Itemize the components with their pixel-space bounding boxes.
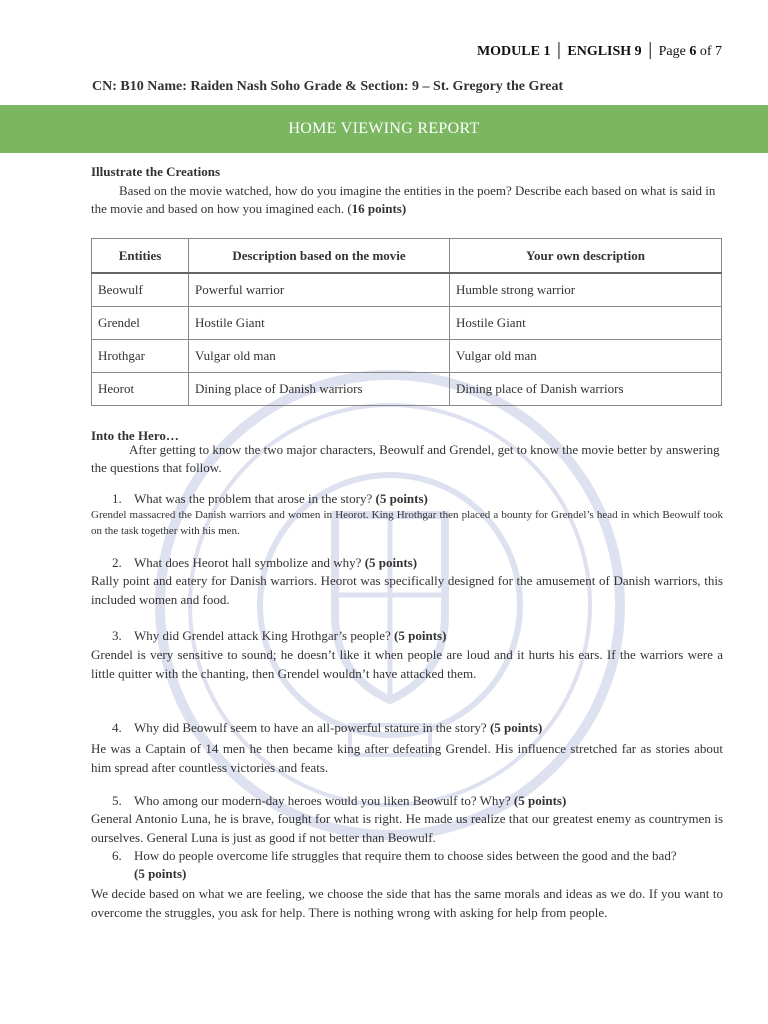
answer-6: We decide based on what we are feeling, we choose the side that has the same morals and ideas as we do. If you want to overcome the struggles, you ask for help. There is nothing wrong with asking for help from people.	[91, 886, 723, 920]
question-points: (5 points)	[513, 793, 567, 808]
page-header	[477, 44, 722, 60]
answer-3: Grendel is very sensitive to sound; he doesn’t like it when people are loud and it hurts his ears. If the warriors were a little quitter with the chanting, then Grendel wouldn’t have attacked them.	[91, 647, 723, 681]
answer-4: He was a Captain of 14 men he then became king after defeating Grendel. His influence stretched far as stories about him spread after countless victories and feats.	[91, 741, 723, 775]
table-cell: Powerful warrior	[189, 273, 450, 307]
question-points: (5 points)	[489, 720, 543, 735]
header-separator: │	[553, 44, 564, 59]
table-row	[92, 307, 722, 340]
table-header: Your own description	[450, 239, 722, 274]
answer-2: Rally point and eatery for Danish warriors. Heorot was specifically designed for the amusement of Danish warriors, this included women and food.	[91, 573, 723, 607]
student-info: CN: B10 Name: Raiden Nash Soho Grade & Section: 9 – St. Gregory the Great	[92, 79, 564, 94]
table-cell: Beowulf	[92, 273, 189, 307]
page-number: 6	[689, 44, 697, 59]
question-2	[112, 555, 417, 571]
question-points: (5 points)	[394, 628, 447, 643]
question-points: (5 points)	[375, 491, 428, 506]
header-separator: │	[645, 44, 656, 59]
table-row	[92, 373, 722, 406]
module-label: MODULE 1	[476, 44, 551, 59]
question-number: 6.	[112, 848, 122, 863]
banner-title: HOME VIEWING REPORT	[288, 120, 480, 137]
question-number: 5.	[112, 793, 122, 808]
question-3	[112, 628, 446, 644]
table-header-row	[92, 239, 722, 274]
section-title-hero: Into the Hero…	[91, 428, 179, 443]
table-cell: Humble strong warrior	[450, 273, 722, 307]
instructions-points: 16 points)	[351, 201, 407, 216]
section-title-illustrate: Illustrate the Creations	[91, 164, 221, 179]
page-total: of 7	[699, 44, 722, 59]
table-cell: Hostile Giant	[189, 307, 450, 340]
section-intro	[91, 441, 725, 477]
question-6	[112, 847, 712, 883]
entities-table	[91, 238, 722, 406]
table-row	[92, 273, 722, 307]
question-number: 4.	[112, 720, 122, 735]
question-5	[112, 793, 566, 809]
question-points: (5 points)	[364, 555, 418, 570]
answer-1: Grendel massacred the Danish warriors and women in Heorot. King Hrothgar then placed a bounty for Grendel’s head in which Beowulf took on the task together with his men.	[91, 509, 723, 537]
table-cell: Heorot	[92, 373, 189, 406]
question-text: Who among our modern-day heroes would you liken Beowulf to? Why?	[134, 793, 514, 808]
instructions-text: Based on the movie watched, how do you imagine the entities in the poem? Describe each based on what is said in the movie and based on how you imagined each. (	[91, 183, 716, 216]
question-1	[112, 491, 428, 507]
table-cell: Hrothgar	[92, 340, 189, 373]
table-cell: Vulgar old man	[189, 340, 450, 373]
question-number: 3.	[112, 628, 122, 643]
question-text: Why did Grendel attack King Hrothgar’s people?	[134, 628, 395, 643]
question-text: How do people overcome life struggles that require them to choose sides between the good and the bad?	[134, 848, 677, 863]
answer-5: General Antonio Luna, he is brave, fought for what is right. He made us realize that our greatest enemy as countrymen is ourselves. General Luna is just as good if not better than Beowulf.	[91, 811, 723, 845]
report-banner	[0, 105, 768, 153]
question-points: (5 points)	[134, 866, 187, 881]
table-cell: Vulgar old man	[450, 340, 722, 373]
table-cell: Grendel	[92, 307, 189, 340]
table-cell: Dining place of Danish warriors	[189, 373, 450, 406]
question-number: 1.	[112, 491, 122, 506]
question-text: What was the problem that arose in the story?	[134, 491, 376, 506]
question-4	[112, 720, 542, 736]
question-number: 2.	[112, 555, 122, 570]
intro-text: After getting to know the two major characters, Beowulf and Grendel, get to know the movie better by answering the questions that follow.	[91, 442, 720, 475]
question-text: Why did Beowulf seem to have an all-powerful stature in the story?	[134, 720, 490, 735]
table-cell: Dining place of Danish warriors	[450, 373, 722, 406]
subject-label: ENGLISH 9	[567, 44, 642, 59]
table-header: Entities	[92, 239, 189, 274]
page-label: Page	[658, 44, 686, 59]
table-cell: Hostile Giant	[450, 307, 722, 340]
section-instructions	[91, 182, 725, 218]
table-header: Description based on the movie	[189, 239, 450, 274]
table-row	[92, 340, 722, 373]
question-text: What does Heorot hall symbolize and why?	[134, 555, 365, 570]
